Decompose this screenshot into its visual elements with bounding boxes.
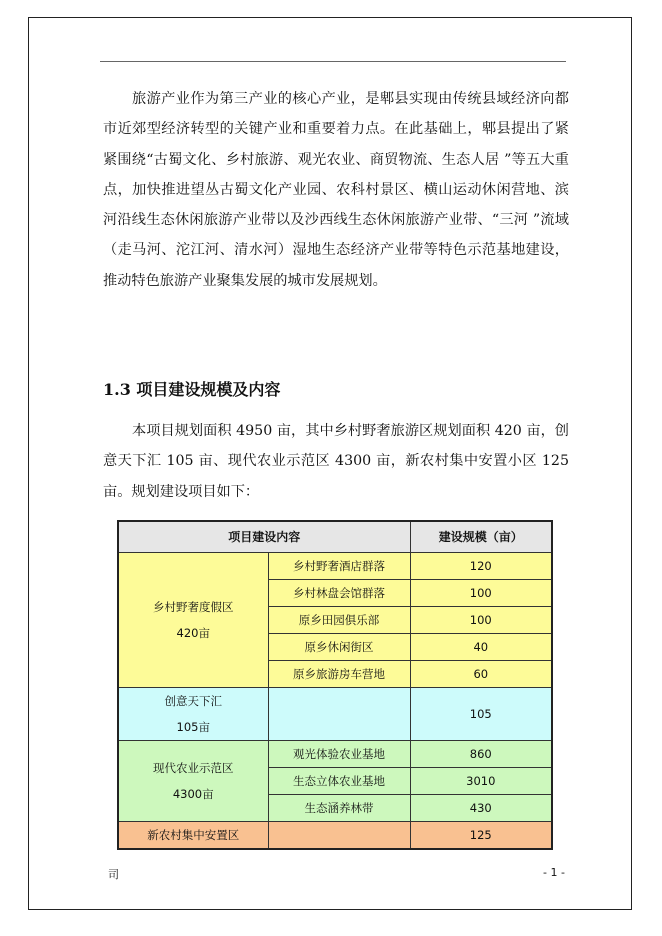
item-value: 100 bbox=[410, 607, 552, 634]
zone-name: 现代农业示范区 bbox=[153, 761, 234, 775]
section-heading: 1.3 项目建设规模及内容 bbox=[103, 380, 281, 399]
table-row bbox=[118, 741, 552, 768]
item-name: 原乡田园俱乐部 bbox=[268, 607, 410, 634]
zone-area: 420亩 bbox=[176, 626, 210, 640]
zone-area: 4300亩 bbox=[172, 787, 214, 801]
item-value: 105 bbox=[410, 688, 552, 741]
page-number: - 1 - bbox=[543, 866, 565, 879]
item-value: 3010 bbox=[410, 768, 552, 795]
construction-scale-table bbox=[117, 520, 553, 850]
item-value: 60 bbox=[410, 661, 552, 688]
item-value: 860 bbox=[410, 741, 552, 768]
zone-cell bbox=[118, 741, 268, 822]
item-name: 乡村林盘会馆群落 bbox=[268, 580, 410, 607]
item-name bbox=[268, 688, 410, 741]
header-content: 项目建设内容 bbox=[118, 521, 410, 553]
table-row bbox=[118, 688, 552, 741]
zone-name: 创意天下汇 bbox=[164, 694, 222, 708]
table-row bbox=[118, 553, 552, 580]
item-name: 生态涵养林带 bbox=[268, 795, 410, 822]
table-row bbox=[118, 822, 552, 850]
zone-area: 105亩 bbox=[176, 720, 210, 734]
item-name: 原乡休闲街区 bbox=[268, 634, 410, 661]
zone-cell bbox=[118, 688, 268, 741]
item-value: 40 bbox=[410, 634, 552, 661]
zone-cell bbox=[118, 822, 268, 850]
table-header-row bbox=[118, 521, 552, 553]
intro-paragraph: 旅游产业作为第三产业的核心产业，是郫县实现由传统县域经济向都市近郊型经济转型的关键产业和重要着力点。在此基础上，郫县提出了紧紧围绕“古蜀文化、乡村旅游、观光农业、商贸物流、生态人居 ”等五大重点，加快推进望丛古蜀文化产业园、农科村景区、横山运动休闲营地、滨河沿线生态休闲旅游产业带以及沙西线生态休闲旅游产业带、“三河 ”流域（走马河、沱江河、清水河）湿地生态经济产业带等特色示范基地建设，推动特色旅游产业聚集发展的城市发展规划。 bbox=[103, 91, 569, 289]
item-name: 生态立体农业基地 bbox=[268, 768, 410, 795]
footer-left-text: 司 bbox=[108, 868, 119, 881]
zone-name: 乡村野奢度假区 bbox=[153, 600, 234, 614]
section-paragraph: 本项目规划面积 4950 亩，其中乡村野奢旅游区规划面积 420 亩，创意天下汇 105 亩、现代农业示范区 4300 亩，新农村集中安置小区 125 亩。规划建设项目如下： bbox=[103, 423, 569, 500]
item-name: 观光体验农业基地 bbox=[268, 741, 410, 768]
item-value: 125 bbox=[410, 822, 552, 850]
zone-cell bbox=[118, 553, 268, 688]
item-name: 乡村野奢酒店群落 bbox=[268, 553, 410, 580]
header-rule bbox=[100, 61, 566, 62]
header-scale: 建设规模（亩） bbox=[410, 521, 552, 553]
item-value: 120 bbox=[410, 553, 552, 580]
item-value: 100 bbox=[410, 580, 552, 607]
item-name bbox=[268, 822, 410, 850]
item-value: 430 bbox=[410, 795, 552, 822]
item-name: 原乡旅游房车营地 bbox=[268, 661, 410, 688]
zone-name: 新农村集中安置区 bbox=[147, 828, 240, 842]
